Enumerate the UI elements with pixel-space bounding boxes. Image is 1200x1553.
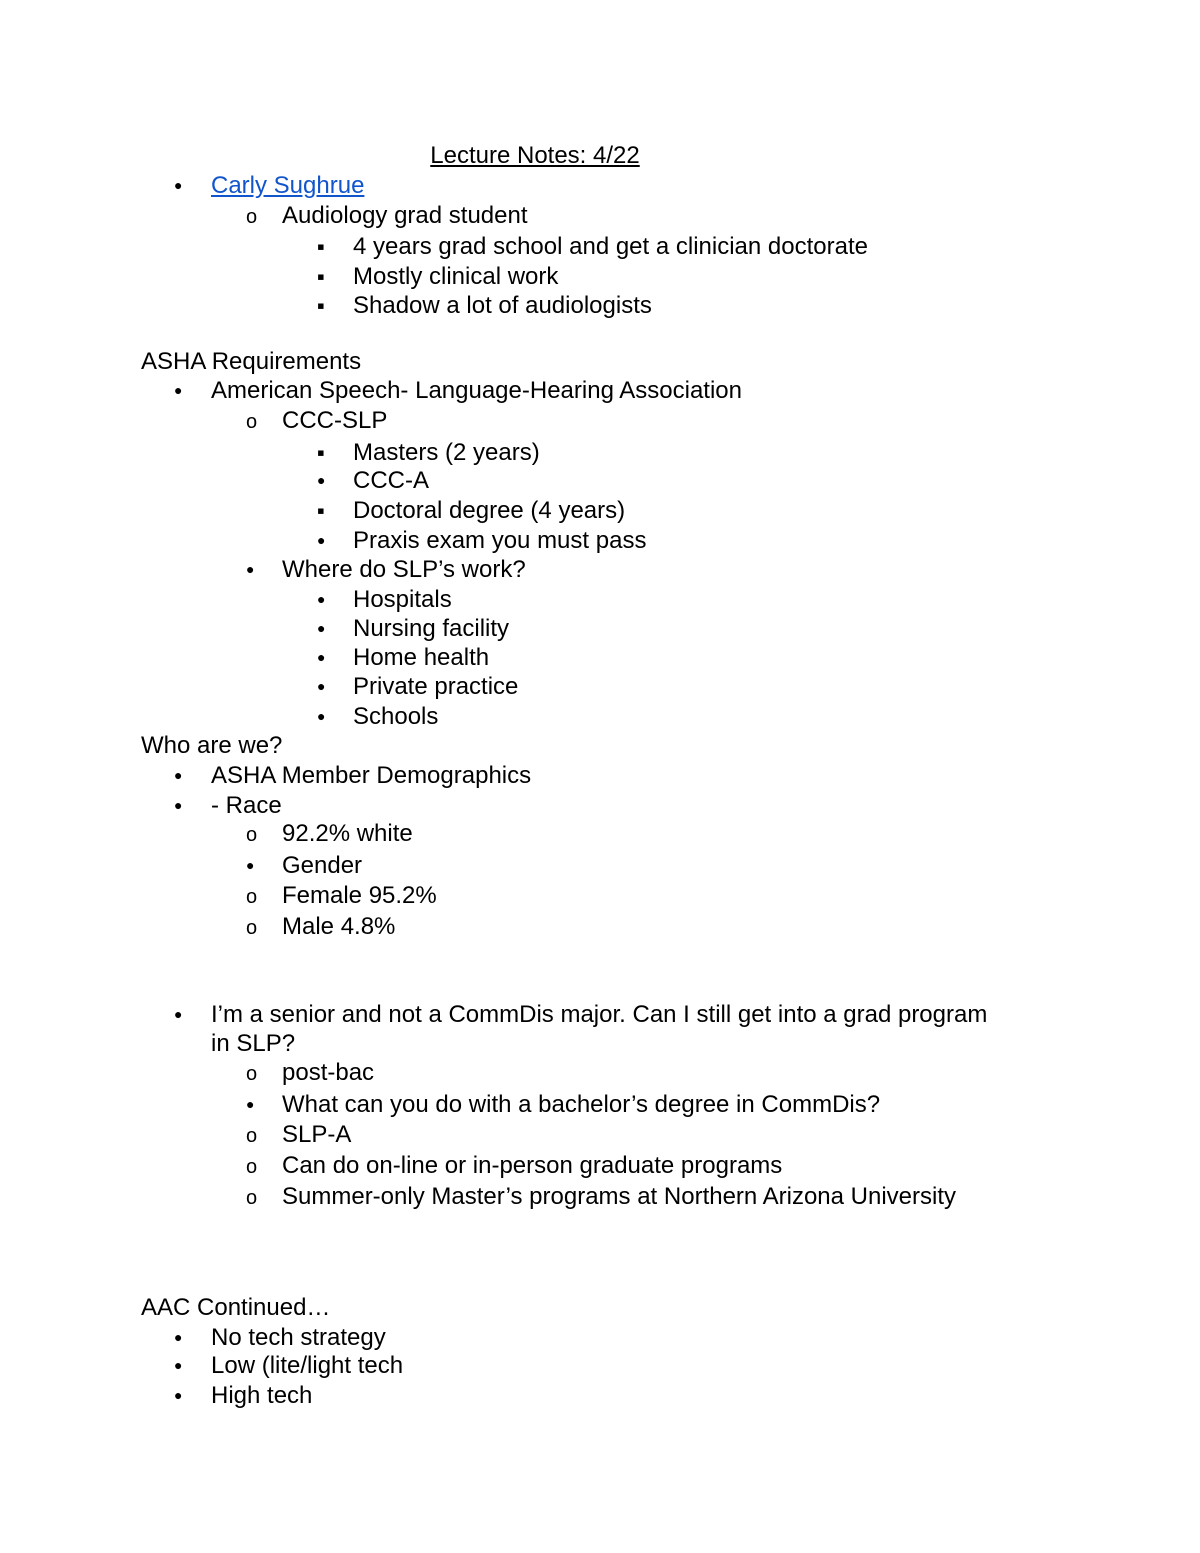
demographics-label: ASHA Member Demographics xyxy=(211,762,532,789)
disc-bullet-icon xyxy=(246,852,254,882)
disc-bullet-icon xyxy=(174,762,182,792)
list-item xyxy=(0,1324,1200,1352)
demographic-item: Female 95.2% xyxy=(282,882,437,909)
list-item xyxy=(0,1121,1200,1149)
section-heading-asha: ASHA Requirements xyxy=(141,348,362,375)
disc-bullet-icon xyxy=(317,586,325,616)
list-item-speaker xyxy=(0,172,1200,200)
list-item xyxy=(0,1382,1200,1410)
senior-item: Summer-only Master’s programs at Northern Arizona University xyxy=(282,1183,957,1210)
list-item xyxy=(0,527,1200,555)
workplace-item: Private practice xyxy=(353,673,519,700)
demographic-item: Male 4.8% xyxy=(282,913,396,940)
disc-bullet-icon xyxy=(174,172,182,202)
speaker-role: Audiology grad student xyxy=(282,202,528,229)
list-item xyxy=(0,497,1200,525)
circle-bullet-icon xyxy=(246,1121,257,1150)
square-bullet-icon xyxy=(317,439,325,467)
senior-item: post-bac xyxy=(282,1059,375,1086)
list-item xyxy=(0,852,1200,880)
list-item xyxy=(0,615,1200,643)
disc-bullet-icon xyxy=(174,1324,182,1354)
demographic-item: 92.2% white xyxy=(282,820,413,847)
list-item xyxy=(0,1091,1200,1119)
senior-item: SLP-A xyxy=(282,1121,352,1148)
list-item xyxy=(0,1001,1200,1029)
circle-bullet-icon xyxy=(246,1152,257,1181)
disc-bullet-icon xyxy=(246,556,254,586)
workplace-item: Hospitals xyxy=(353,586,452,613)
speaker-name-link[interactable]: Carly Sughrue xyxy=(211,172,365,199)
disc-bullet-icon xyxy=(174,792,182,822)
page-title: Lecture Notes: 4/22 xyxy=(430,142,640,169)
aac-item: No tech strategy xyxy=(211,1324,386,1351)
list-item xyxy=(0,913,1200,941)
list-item xyxy=(0,820,1200,848)
square-bullet-icon xyxy=(317,292,325,320)
speaker-detail: Mostly clinical work xyxy=(353,263,559,290)
speaker-detail: Shadow a lot of audiologists xyxy=(353,292,652,319)
list-item xyxy=(0,762,1200,790)
senior-item: Can do on-line or in-person graduate programs xyxy=(282,1152,783,1179)
list-item xyxy=(0,586,1200,614)
list-item xyxy=(0,644,1200,672)
workplace-item: Home health xyxy=(353,644,490,671)
list-item xyxy=(0,882,1200,910)
ccc-item: Doctoral degree (4 years) xyxy=(353,497,626,524)
square-bullet-icon xyxy=(317,233,325,261)
list-item xyxy=(0,556,1200,584)
senior-question-line1: I’m a senior and not a CommDis major. Can I still get into a grad program xyxy=(211,1001,988,1028)
section-heading-aac: AAC Continued… xyxy=(141,1294,331,1321)
list-item-continuation xyxy=(0,1030,1200,1058)
square-bullet-icon xyxy=(317,497,325,525)
circle-bullet-icon xyxy=(246,913,257,942)
where-question: Where do SLP’s work? xyxy=(282,556,526,583)
list-item xyxy=(0,263,1200,291)
disc-bullet-icon xyxy=(246,1091,254,1121)
speaker-detail: 4 years grad school and get a clinician doctorate xyxy=(353,233,868,260)
circle-bullet-icon xyxy=(246,1059,257,1088)
list-item xyxy=(0,673,1200,701)
disc-bullet-icon xyxy=(317,703,325,733)
disc-bullet-icon xyxy=(174,1001,182,1031)
race-label: - Race xyxy=(211,792,282,819)
association-name: American Speech- Language-Hearing Association xyxy=(211,377,742,404)
list-item xyxy=(0,792,1200,820)
ccc-item: Masters (2 years) xyxy=(353,439,540,466)
disc-bullet-icon xyxy=(317,527,325,557)
circle-bullet-icon xyxy=(246,407,257,436)
demographic-item: Gender xyxy=(282,852,363,879)
aac-item: High tech xyxy=(211,1382,313,1409)
ccc-item: Praxis exam you must pass xyxy=(353,527,647,554)
senior-item: What can you do with a bachelor’s degree in CommDis? xyxy=(282,1091,881,1118)
disc-bullet-icon xyxy=(174,1352,182,1382)
list-item xyxy=(0,407,1200,435)
ccc-item: CCC-A xyxy=(353,467,429,494)
circle-bullet-icon xyxy=(246,202,257,231)
section-heading-who: Who are we? xyxy=(141,732,283,759)
list-item xyxy=(0,1352,1200,1380)
circle-bullet-icon xyxy=(246,1183,257,1212)
list-item xyxy=(0,1059,1200,1087)
list-item xyxy=(0,1183,1200,1211)
list-item xyxy=(0,377,1200,405)
disc-bullet-icon xyxy=(317,467,325,497)
list-item xyxy=(0,292,1200,320)
list-item xyxy=(0,202,1200,230)
list-item xyxy=(0,233,1200,261)
ccc-slp-label: CCC-SLP xyxy=(282,407,388,434)
disc-bullet-icon xyxy=(174,1382,182,1412)
circle-bullet-icon xyxy=(246,882,257,911)
workplace-item: Schools xyxy=(353,703,439,730)
disc-bullet-icon xyxy=(317,615,325,645)
circle-bullet-icon xyxy=(246,820,257,849)
workplace-item: Nursing facility xyxy=(353,615,510,642)
aac-item: Low (lite/light tech xyxy=(211,1352,404,1379)
square-bullet-icon xyxy=(317,263,325,291)
list-item xyxy=(0,703,1200,731)
senior-question-line2: in SLP? xyxy=(211,1030,296,1057)
disc-bullet-icon xyxy=(317,644,325,674)
disc-bullet-icon xyxy=(174,377,182,407)
list-item xyxy=(0,467,1200,495)
disc-bullet-icon xyxy=(317,673,325,703)
list-item xyxy=(0,1152,1200,1180)
list-item xyxy=(0,439,1200,467)
